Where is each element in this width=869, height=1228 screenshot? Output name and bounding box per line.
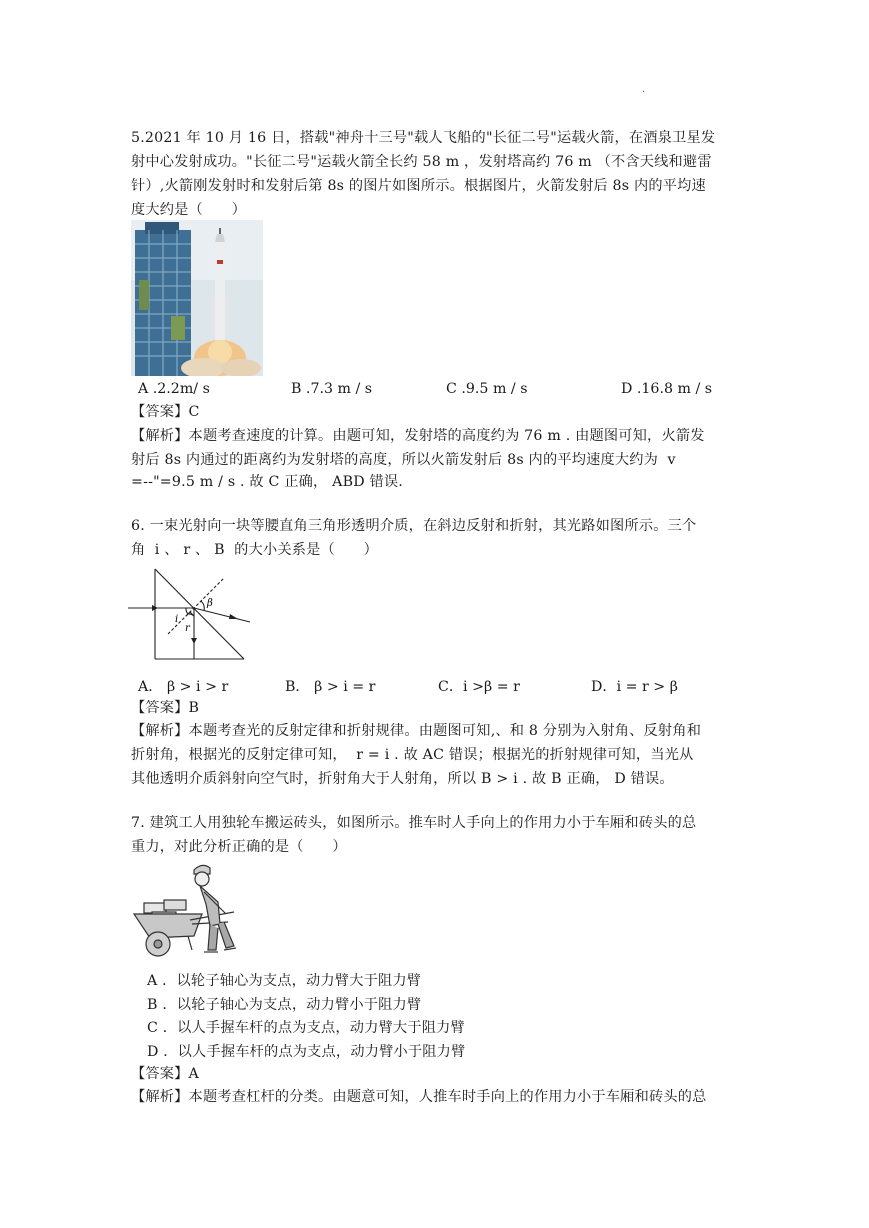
q5-option-d: D .16.8 m / s xyxy=(621,381,713,397)
q5-option-c: C .9.5 m / s xyxy=(446,381,528,397)
q7-option-c: C ．以人手握车杆的点为支点，动力臂大于阻力臂 xyxy=(147,1020,465,1036)
q5-line-3: 针）,火箭刚发射时和发射后第 8s 的图片如图所示。根据图片，火箭发射后 8s 内的平均速 xyxy=(131,178,706,194)
rocket-launch-photo xyxy=(131,220,263,376)
angle-beta-label: β xyxy=(207,598,213,609)
light-path-diagram xyxy=(128,566,254,662)
q5-option-a: A .2.2m/ s xyxy=(138,381,210,397)
q6-line-2: 角 i 、 r 、 B 的大小关系是（ ） xyxy=(131,542,379,558)
q5-analysis-2: 射后 8s 内通过的距离约为发射塔的高度，所以火箭发射后 8s 内的平均速度大约为 v xyxy=(131,452,676,468)
q7-answer: 【答案】A xyxy=(131,1066,199,1082)
q7-option-a: A ．以轮子轴心为支点，动力臂大于阻力臂 xyxy=(147,973,422,989)
q7-option-b: B ．以轮子轴心为支点，动力臂小于阻力臂 xyxy=(147,997,422,1013)
q7-line-1: 7. 建筑工人用独轮车搬运砖头，如图所示。推车时人手向上的作用力小于车厢和砖头的总 xyxy=(131,815,697,831)
header-mark: . xyxy=(642,84,646,95)
q5-line-4: 度大约是（ ） xyxy=(131,202,247,218)
q7-analysis-1: 【解析】本题考查杠杆的分类。由题意可知，人推车时手向上的作用力小于车厢和砖头的总 xyxy=(131,1089,707,1105)
q6-option-d: D．i = r > β xyxy=(591,679,678,695)
q6-answer: 【答案】B xyxy=(131,700,200,716)
q5-analysis-1: 【解析】本题考查速度的计算。由题可知，发射塔的高度约为 76 m . 由题图可知，火箭发 xyxy=(131,428,705,444)
q6-analysis-1: 【解析】本题考查光的反射定律和折射规律。由题图可知,、和 8 分别为入射角、反射角和 xyxy=(131,723,702,739)
q6-option-a: A． β > i > r xyxy=(138,679,229,695)
q6-line-1: 6. 一束光射向一块等腰直角三角形透明介质，在斜边反射和折射，其光路如图所示。三个 xyxy=(131,518,697,534)
wheelbarrow-worker-illustration xyxy=(130,862,240,962)
q5-analysis-3: =--"=9.5 m / s . 故 C 正确， ABD 错误. xyxy=(131,474,404,490)
q5-option-b: B .7.3 m / s xyxy=(291,381,373,397)
q6-analysis-3: 其他透明介质斜射向空气时，折射角大于人射角，所以 B > i . 故 B 正确， D 错误。 xyxy=(131,771,674,787)
q5-answer: 【答案】C xyxy=(131,404,200,420)
q6-analysis-2: 折射角，根据光的反射定律可知， r = i . 故 AC 错误；根据光的折射规律可知，当光从 xyxy=(131,747,694,763)
q5-line-1: 5.2021 年 10 月 16 日，搭载"神舟十三号"载人飞船的"长征二号"运载火箭，在酒泉卫星发 xyxy=(131,130,716,146)
q6-option-b: B． β > i = r xyxy=(285,679,376,695)
q7-line-2: 重力，对此分析正确的是（ ） xyxy=(131,839,347,855)
q5-line-2: 射中心发射成功。"长征二号"运载火箭全长约 58 m ，发射塔高约 76 m （不含天线和避雷 xyxy=(131,154,712,170)
angle-r-label: r xyxy=(185,623,190,634)
angle-i-label: i xyxy=(175,614,179,625)
q6-option-c: C．i >β = r xyxy=(438,679,520,695)
q7-option-d: D ．以人手握车杆的点为支点，动力臂小于阻力臂 xyxy=(147,1044,466,1060)
